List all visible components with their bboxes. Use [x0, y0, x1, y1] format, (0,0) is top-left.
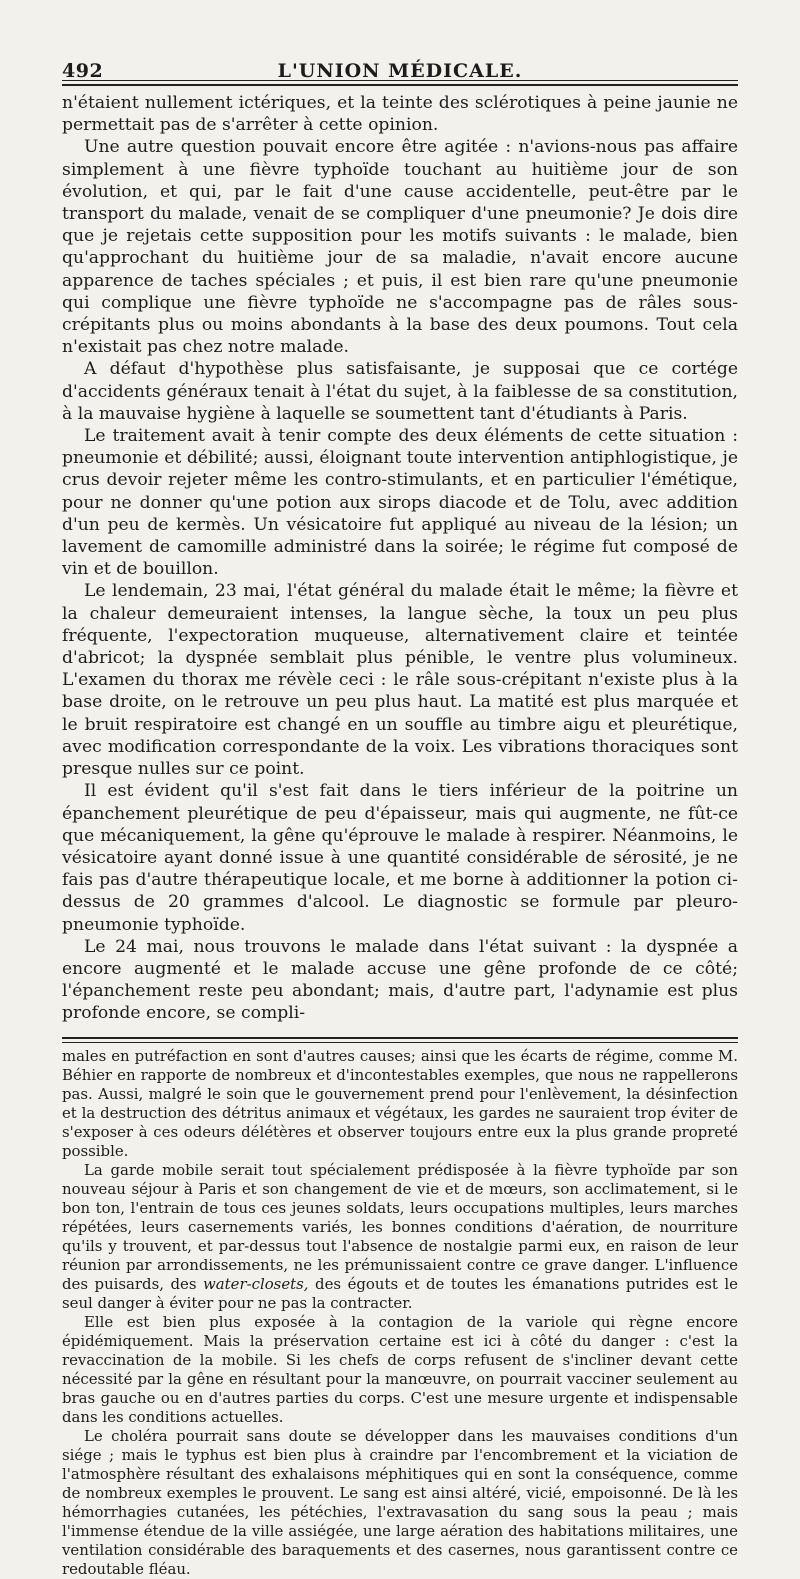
- main-paragraph: A défaut d'hypothèse plus satisfaisante, je supposai que ce cortége d'accidents généraux tenait à l'état du sujet, à la faiblesse de sa constitution, à la mauvaise hygiène à laquelle se soumettent tant d'étudiants à Paris.: [62, 359, 738, 424]
- note-emphasis: water-closets,: [203, 1274, 309, 1293]
- note-paragraph: males en putréfaction en sont d'autres causes; ainsi que les écarts de régime, comme M. Béhier en rapporte de nombreux et d'incontestables exemples, que nous ne rappellerons pas. Aussi, malgré le soin que le gouvernement prend pour l'enlèvement, la désinfection et la destruction des détritus animaux et végétaux, les gardes ne sauraient trop éviter de s'exposer à ces odeurs délétères et observer toujours entre eux la plus grande propreté possible.: [62, 1046, 738, 1160]
- header-rule-thick: [62, 84, 738, 86]
- note-text: La garde mobile serait tout spécialement prédisposée à la fièvre typhoïde par son nouveau séjour à Paris et son changement de vie et de mœurs, son acclimatement, si le bon ton, l'entrain de tous ces jeunes soldats, leurs occupations multiples, leurs marches répétées, leurs casernements variés, les bonnes conditions d'aération, de nourriture qu'ils y trouvent, et par-dessus tout l'absence de nostalgie parmi eux, en raison de leur réunion par arrondissements, ne les prémunissaient contre ce grave danger. L'influence des puisards, des: [62, 1160, 738, 1293]
- main-text: [62, 92, 738, 1025]
- main-paragraph: Le lendemain, 23 mai, l'état général du malade était le même; la fièvre et la chaleur demeuraient intenses, la langue sèche, la toux un peu plus fréquente, l'expectoration muqueuse, alternativement claire et teintée d'abricot; la dyspnée semblait plus pénible, le ventre plus volumineux. L'examen du thorax me révèle ceci : le râle sous-crépitant n'existe plus à la base droite, on le retrouve un peu plus haut. La matité est plus marquée et le bruit respiratoire est changé en un souffle au timbre aigu et pleurétique, avec modification correspondante de la voix. Les vibrations thoraciques sont presque nulles sur ce point.: [62, 581, 738, 780]
- page-number: 492: [62, 60, 104, 82]
- note-paragraph: Le choléra pourrait sans doute se développer dans les mauvaises conditions d'un siége ; mais le typhus est bien plus à craindre par l'encombrement et la viciation de l'atmosphère résultant des exhalaisons méphitiques qui en sont la conséquence, comme de nombreux exemples le prouvent. Le sang est ainsi altéré, vicié, empoisonné. De là les hémorrhagies cutanées, les pétéchies, l'extravasation du sang sous la peau ; mais l'immense étendue de la ville assiégée, une large aération des habitations militaires, une ventilation considérable des baraquements et des casernes, nous garantissent contre ce redoutable fléau.: [62, 1426, 738, 1578]
- main-paragraph: Il est évident qu'il s'est fait dans le tiers inférieur de la poitrine un épanchement pleurétique de peu d'épaisseur, mais qui augmente, ne fût-ce que mécaniquement, la gêne qu'éprouve le malade à respirer. Néanmoins, le vésicatoire ayant donné issue à une quantité considérable de sérosité, je ne fais pas d'autre thérapeutique locale, et me borne à additionner la potion ci-dessus de 20 grammes d'alcool. Le diagnostic se formule par pleuro-pneumonie typhoïde.: [62, 781, 738, 935]
- main-paragraph: Le 24 mai, nous trouvons le malade dans l'état suivant : la dyspnée a encore augmenté et le malade accuse une gêne profonde de ce côté; l'épanchement reste peu abondant; mais, d'autre part, l'adynamie est plus profonde encore, se compli-: [62, 936, 738, 1024]
- note-paragraph: [62, 1161, 738, 1313]
- footnote-divider: [62, 1037, 738, 1043]
- note-text: des égouts et de toutes les émanations putrides est le seul danger à éviter pour ne pas la contracter.: [62, 1274, 738, 1312]
- main-paragraph: Une autre question pouvait encore être agitée : n'avions-nous pas affaire simplement à une fièvre typhoïde touchant au huitième jour de son évolution, et qui, par le fait d'une cause accidentelle, peut-être par le transport du malade, venait de se compliquer d'une pneumonie? Je dois dire que je rejetais cette supposition pour les motifs suivants : le malade, bien qu'approchant du huitième jour de sa maladie, n'avait encore aucune apparence de taches spéciales ; et puis, il est bien rare qu'une pneumonie qui complique une fièvre typhoïde ne s'accompagne pas de râles sous-crépitants plus ou moins abondants à la base des deux poumons. Tout cela n'existait pas chez notre malade.: [62, 137, 738, 358]
- note-paragraph: Elle est bien plus exposée à la contagion de la variole qui règne encore épidémiquement. Mais la préservation certaine est ici à côté du danger : c'est la revaccination de la mobile. Si les chefs de corps refusent de s'incliner devant cette nécessité par la gêne en résultant pour la manœuvre, on pourrait vacciner seulement au bras gauche ou en d'autres parties du corps. C'est une mesure urgente et indispensable dans les conditions actuelles.: [62, 1312, 738, 1426]
- main-paragraph: n'étaient nullement ictériques, et la teinte des sclérotiques à peine jaunie ne permettait pas de s'arrêter à cette opinion.: [62, 93, 738, 136]
- journal-title: L'UNION MÉDICALE.: [277, 60, 523, 82]
- main-paragraph: Le traitement avait à tenir compte des deux éléments de cette situation : pneumonie et débilité; aussi, éloignant toute intervention antiphlogistique, je crus devoir rejeter même les contro-stimulants, et en particulier l'émétique, pour ne donner qu'une potion aux sirops diacode et de Tolu, avec addition d'un peu de kermès. Un vésicatoire fut appliqué au niveau de la lésion; un lavement de camomille administré dans la soirée; le régime fut composé de vin et de bouillon.: [62, 426, 738, 580]
- footnotes: [62, 1047, 738, 1579]
- page-header: [62, 44, 738, 82]
